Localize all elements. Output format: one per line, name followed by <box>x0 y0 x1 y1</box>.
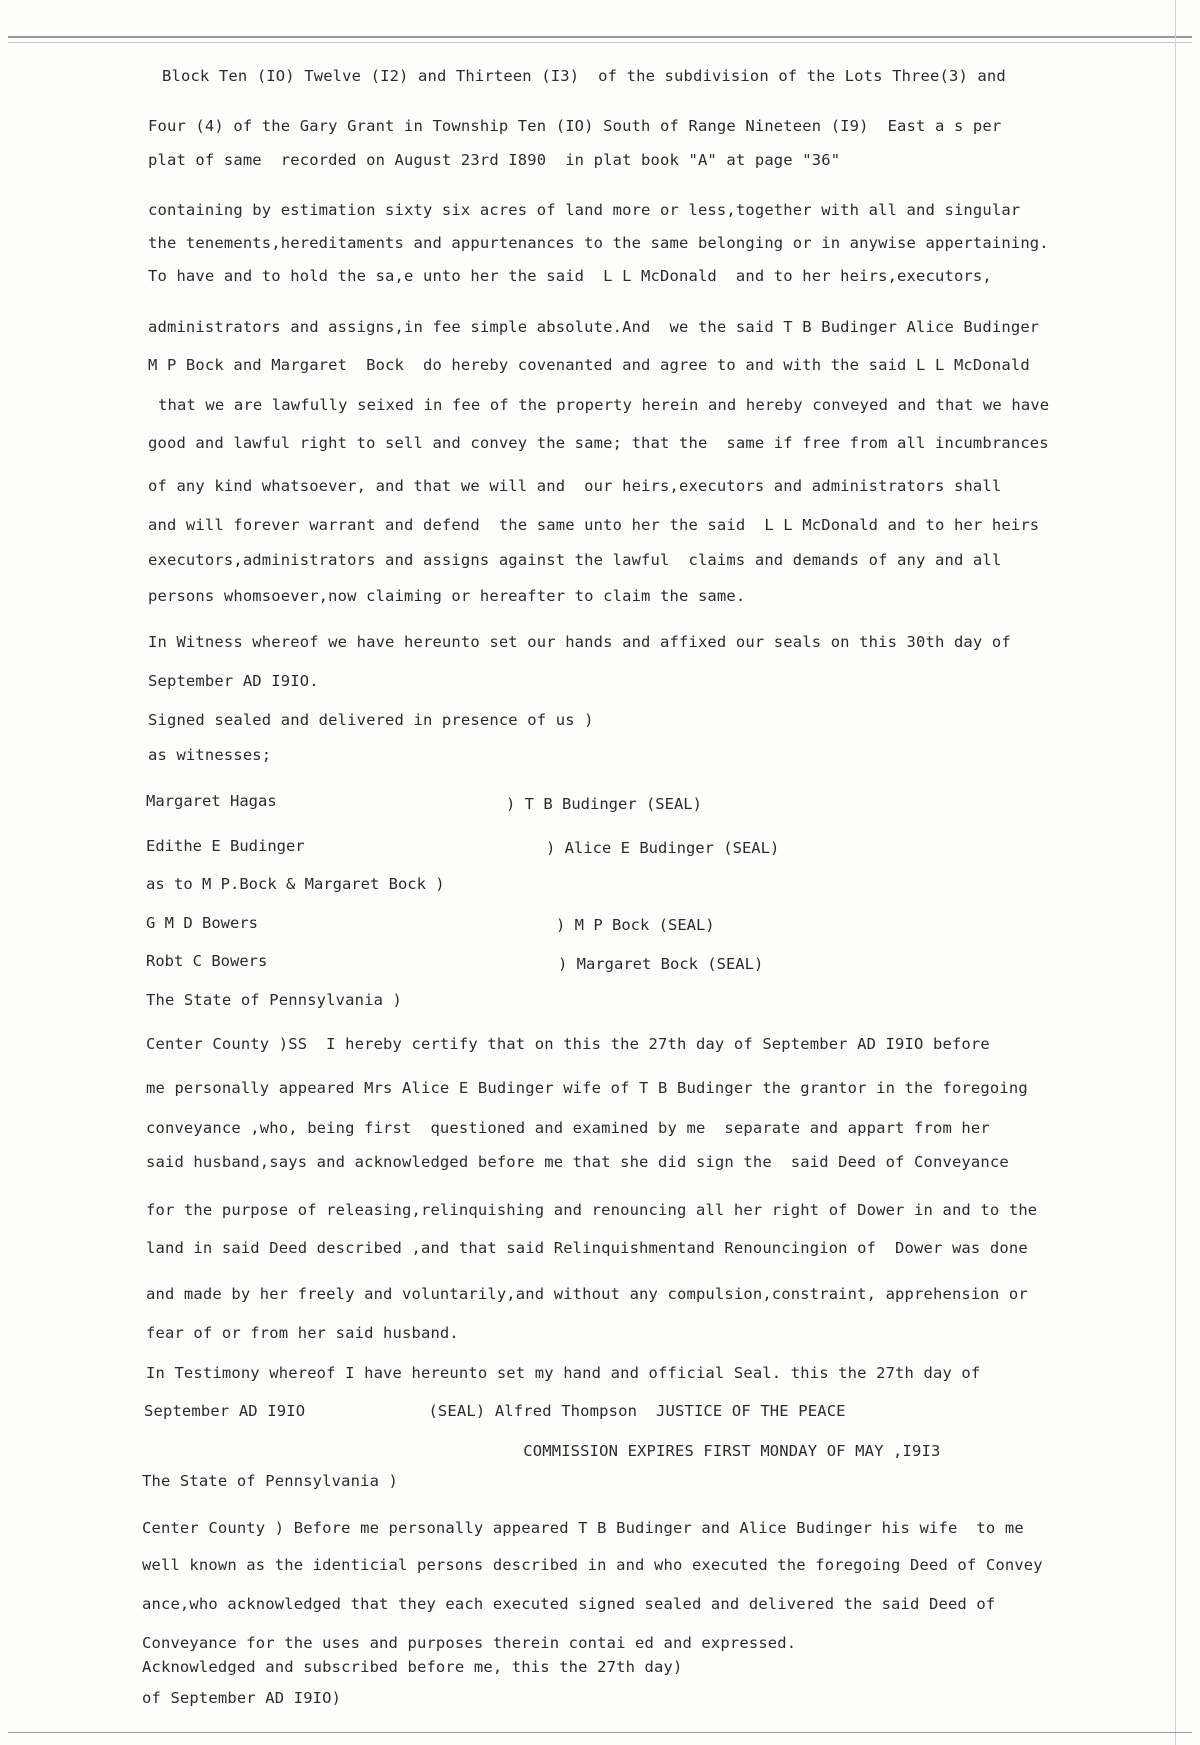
witness-name: Margaret Hagas <box>146 792 277 810</box>
deed-line: September AD I9IO. <box>148 672 319 690</box>
deed-line: that we are lawfully seixed in fee of the property herein and hereby conveyed and that we have <box>158 396 1050 414</box>
deed-line: as witnesses; <box>148 746 272 764</box>
deed-line: To have and to hold the sa,e unto her the said L L McDonald and to her heirs,executors, <box>148 267 992 285</box>
top-rule <box>8 36 1192 38</box>
signer-name: ) M P Bock (SEAL) <box>556 916 715 934</box>
bottom-rule <box>8 1732 1192 1733</box>
deed-line: Block Ten (IO) Twelve (I2) and Thirteen (I3) of the subdivision of the Lots Three(3) and <box>162 67 1006 85</box>
ack-line: well known as the identicial persons described in and who executed the foregoing Deed of Convey <box>142 1556 1043 1574</box>
deed-line: executors,administrators and assigns against the lawful claims and demands of any and all <box>148 551 1002 569</box>
ack-line: land in said Deed described ,and that said Relinquishmentand Renouncingion of Dower was done <box>146 1239 1028 1257</box>
top-rule-secondary <box>8 42 1192 43</box>
witness-name: G M D Bowers <box>146 914 258 932</box>
ack-line: for the purpose of releasing,relinquishing and renouncing all her right of Dower in and to the <box>146 1201 1038 1219</box>
deed-line: Four (4) of the Gary Grant in Township Ten (IO) South of Range Nineteen (I9) East a s per <box>148 117 1002 135</box>
witness-name: as to M P.Bock & Margaret Bock ) <box>146 875 445 893</box>
signer-name: ) T B Budinger (SEAL) <box>506 795 702 813</box>
ack-line: The State of Pennsylvania ) <box>146 991 403 1009</box>
ack-line: COMMISSION EXPIRES FIRST MONDAY OF MAY ,I9I3 <box>144 1442 941 1460</box>
ack-line: and made by her freely and voluntarily,and without any compulsion,constraint, apprehension or <box>146 1285 1028 1303</box>
deed-line: persons whomsoever,now claiming or hereafter to claim the same. <box>148 587 746 605</box>
deed-line: Signed sealed and delivered in presence of us ) <box>148 711 594 729</box>
deed-line: containing by estimation sixty six acres of land more or less,together with all and singular <box>148 201 1021 219</box>
ack-line: In Testimony whereof I have hereunto set my hand and official Seal. this the 27th day of <box>146 1364 981 1382</box>
ack-line: of September AD I9IO) <box>142 1689 342 1707</box>
ack-line: me personally appeared Mrs Alice E Budinger wife of T B Budinger the grantor in the foregoing <box>146 1079 1028 1097</box>
deed-line: the tenements,hereditaments and appurtenances to the same belonging or in anywise appertaining. <box>148 234 1049 252</box>
signer-name: ) Margaret Bock (SEAL) <box>558 955 764 973</box>
deed-line: good and lawful right to sell and convey the same; that the same if free from all incumbrances <box>148 434 1049 452</box>
ack-line: ance,who acknowledged that they each executed signed sealed and delivered the said Deed of <box>142 1595 996 1613</box>
ack-line: The State of Pennsylvania ) <box>142 1472 399 1490</box>
ack-line: Center County ) Before me personally appeared T B Budinger and Alice Budinger his wife to me <box>142 1519 1024 1537</box>
ack-line: September AD I9IO (SEAL) Alfred Thompson JUSTICE OF THE PEACE <box>144 1402 846 1420</box>
deed-line: of any kind whatsoever, and that we will and our heirs,executors and administrators shall <box>148 477 1002 495</box>
signer-name: ) Alice E Budinger (SEAL) <box>546 839 780 857</box>
ack-line: Center County )SS I hereby certify that on this the 27th day of September AD I9IO before <box>146 1035 990 1053</box>
ack-line: Conveyance for the uses and purposes therein contai ed and expressed. <box>142 1634 797 1652</box>
deed-line: and will forever warrant and defend the same unto her the said L L McDonald and to her heirs <box>148 516 1040 534</box>
witness-name: Robt C Bowers <box>146 952 268 970</box>
witness-name: Edithe E Budinger <box>146 837 305 855</box>
deed-line: M P Bock and Margaret Bock do hereby covenanted and agree to and with the said L L McDonald <box>148 356 1030 374</box>
deed-line: plat of same recorded on August 23rd I890 in plat book "A" at page "36" <box>148 151 841 169</box>
deed-line: administrators and assigns,in fee simple absolute.And we the said T B Budinger Alice Budinger <box>148 318 1040 336</box>
ack-line: fear of or from her said husband. <box>146 1324 459 1342</box>
deed-line: In Witness whereof we have hereunto set our hands and affixed our seals on this 30th day of <box>148 633 1011 651</box>
page-edge <box>1175 0 1176 1745</box>
ack-line: conveyance ,who, being first questioned and examined by me separate and appart from her <box>146 1119 990 1137</box>
ack-line: Acknowledged and subscribed before me, this the 27th day) <box>142 1658 683 1676</box>
ack-line: said husband,says and acknowledged before me that she did sign the said Deed of Conveyance <box>146 1153 1009 1171</box>
